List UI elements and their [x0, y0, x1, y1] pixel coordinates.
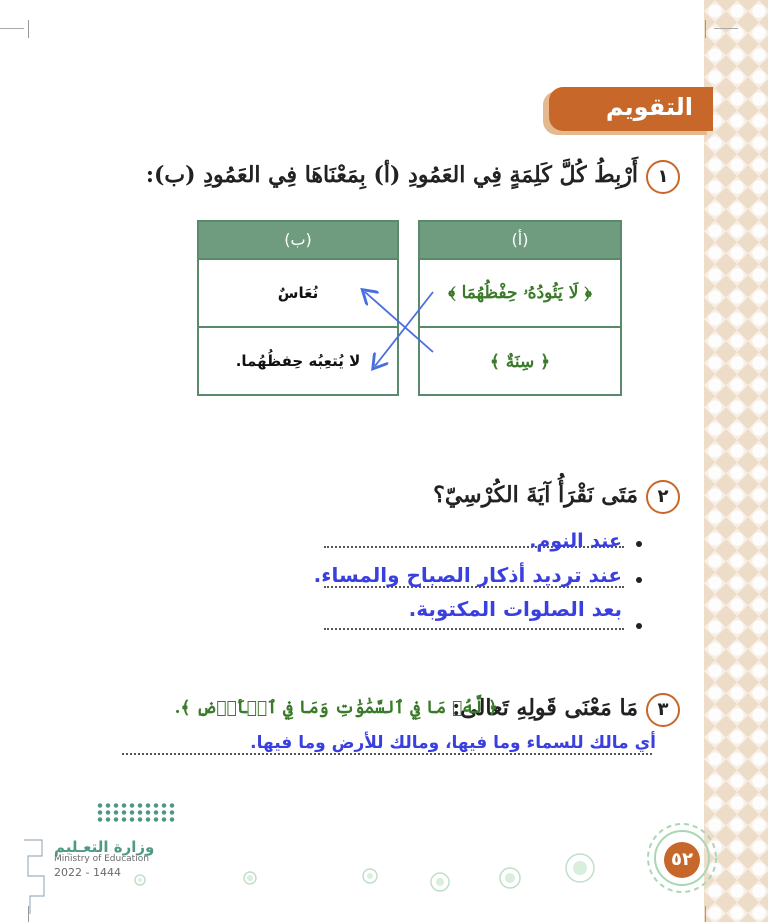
- column-b-item-text: نُعَاسٌ: [277, 284, 319, 302]
- question-3-text: مَا مَعْنَى قَولِهِ تَعالى:: [452, 695, 638, 721]
- answer-line: [122, 753, 652, 755]
- column-a-header: (أ): [420, 222, 620, 260]
- section-title: التقويم: [605, 93, 693, 121]
- column-a-item-text: ﴿ سِنَةٌ ﴾: [489, 351, 551, 372]
- decorative-rosettes: [120, 850, 640, 910]
- crop-mark: [0, 28, 24, 29]
- decorative-lines: [22, 836, 50, 916]
- question-1-text: أَرْبِطُ كُلَّ كَلِمَةٍ فِي العَمُودِ (أ) بِمَعْنَاهَا فِي العَمُودِ (ب):: [145, 162, 638, 188]
- question-2-text: مَتَى نَقْرَأُ آيَةَ الكُرْسِيّ؟: [433, 482, 638, 508]
- answer-text: عند النوم.: [529, 530, 622, 552]
- column-b-header: (ب): [199, 222, 397, 260]
- bullet: [636, 623, 642, 629]
- bullet: [636, 577, 642, 583]
- answer-text: عند ترديد أذكار الصباح والمساء.: [313, 563, 622, 587]
- question-number: ٣: [646, 693, 680, 727]
- bullet: [636, 541, 642, 547]
- matching-arrows: [355, 280, 445, 380]
- crop-mark: [705, 20, 724, 38]
- side-ornament-pattern: [704, 0, 768, 922]
- column-a-table: [418, 220, 622, 396]
- crop-mark: [10, 20, 29, 38]
- question-number: ٢: [646, 480, 680, 514]
- match-arrow: [375, 292, 433, 366]
- ministry-logo-mark: [96, 802, 176, 822]
- answer-text: بعد الصلوات المكتوبة.: [408, 597, 622, 621]
- page-number: ٥٢: [664, 842, 700, 878]
- ministry-name-english: Ministry of Education: [54, 854, 149, 864]
- edition-year: 2022 - 1444: [54, 866, 121, 879]
- column-a-item: [420, 260, 620, 326]
- column-b-item-text: لا يُتعِبُه حِفظُهُما.: [235, 352, 361, 370]
- crop-mark: [705, 906, 724, 922]
- match-arrow: [365, 292, 433, 352]
- answer-line: [324, 628, 624, 630]
- crop-mark: [714, 28, 738, 29]
- question-number: ١: [646, 160, 680, 194]
- section-header-tab: [549, 87, 713, 131]
- question-3-verse: ﴿ لَّهُۥ مَا فِي ٱلسَّمَٰوَٰتِ وَمَا فِي ٱلۡأَرۡضِ ﴾.: [174, 698, 498, 718]
- column-a-item: [420, 326, 620, 394]
- column-a-item-text: ﴿ لَا يَئُودُهُۥ حِفْظُهُمَا ﴾: [448, 283, 592, 303]
- answer-text: أي مالك للسماء وما فيها، ومالك للأرض وما فيها.: [250, 733, 656, 753]
- ministry-name-arabic: وزارة التعـليم: [54, 838, 155, 856]
